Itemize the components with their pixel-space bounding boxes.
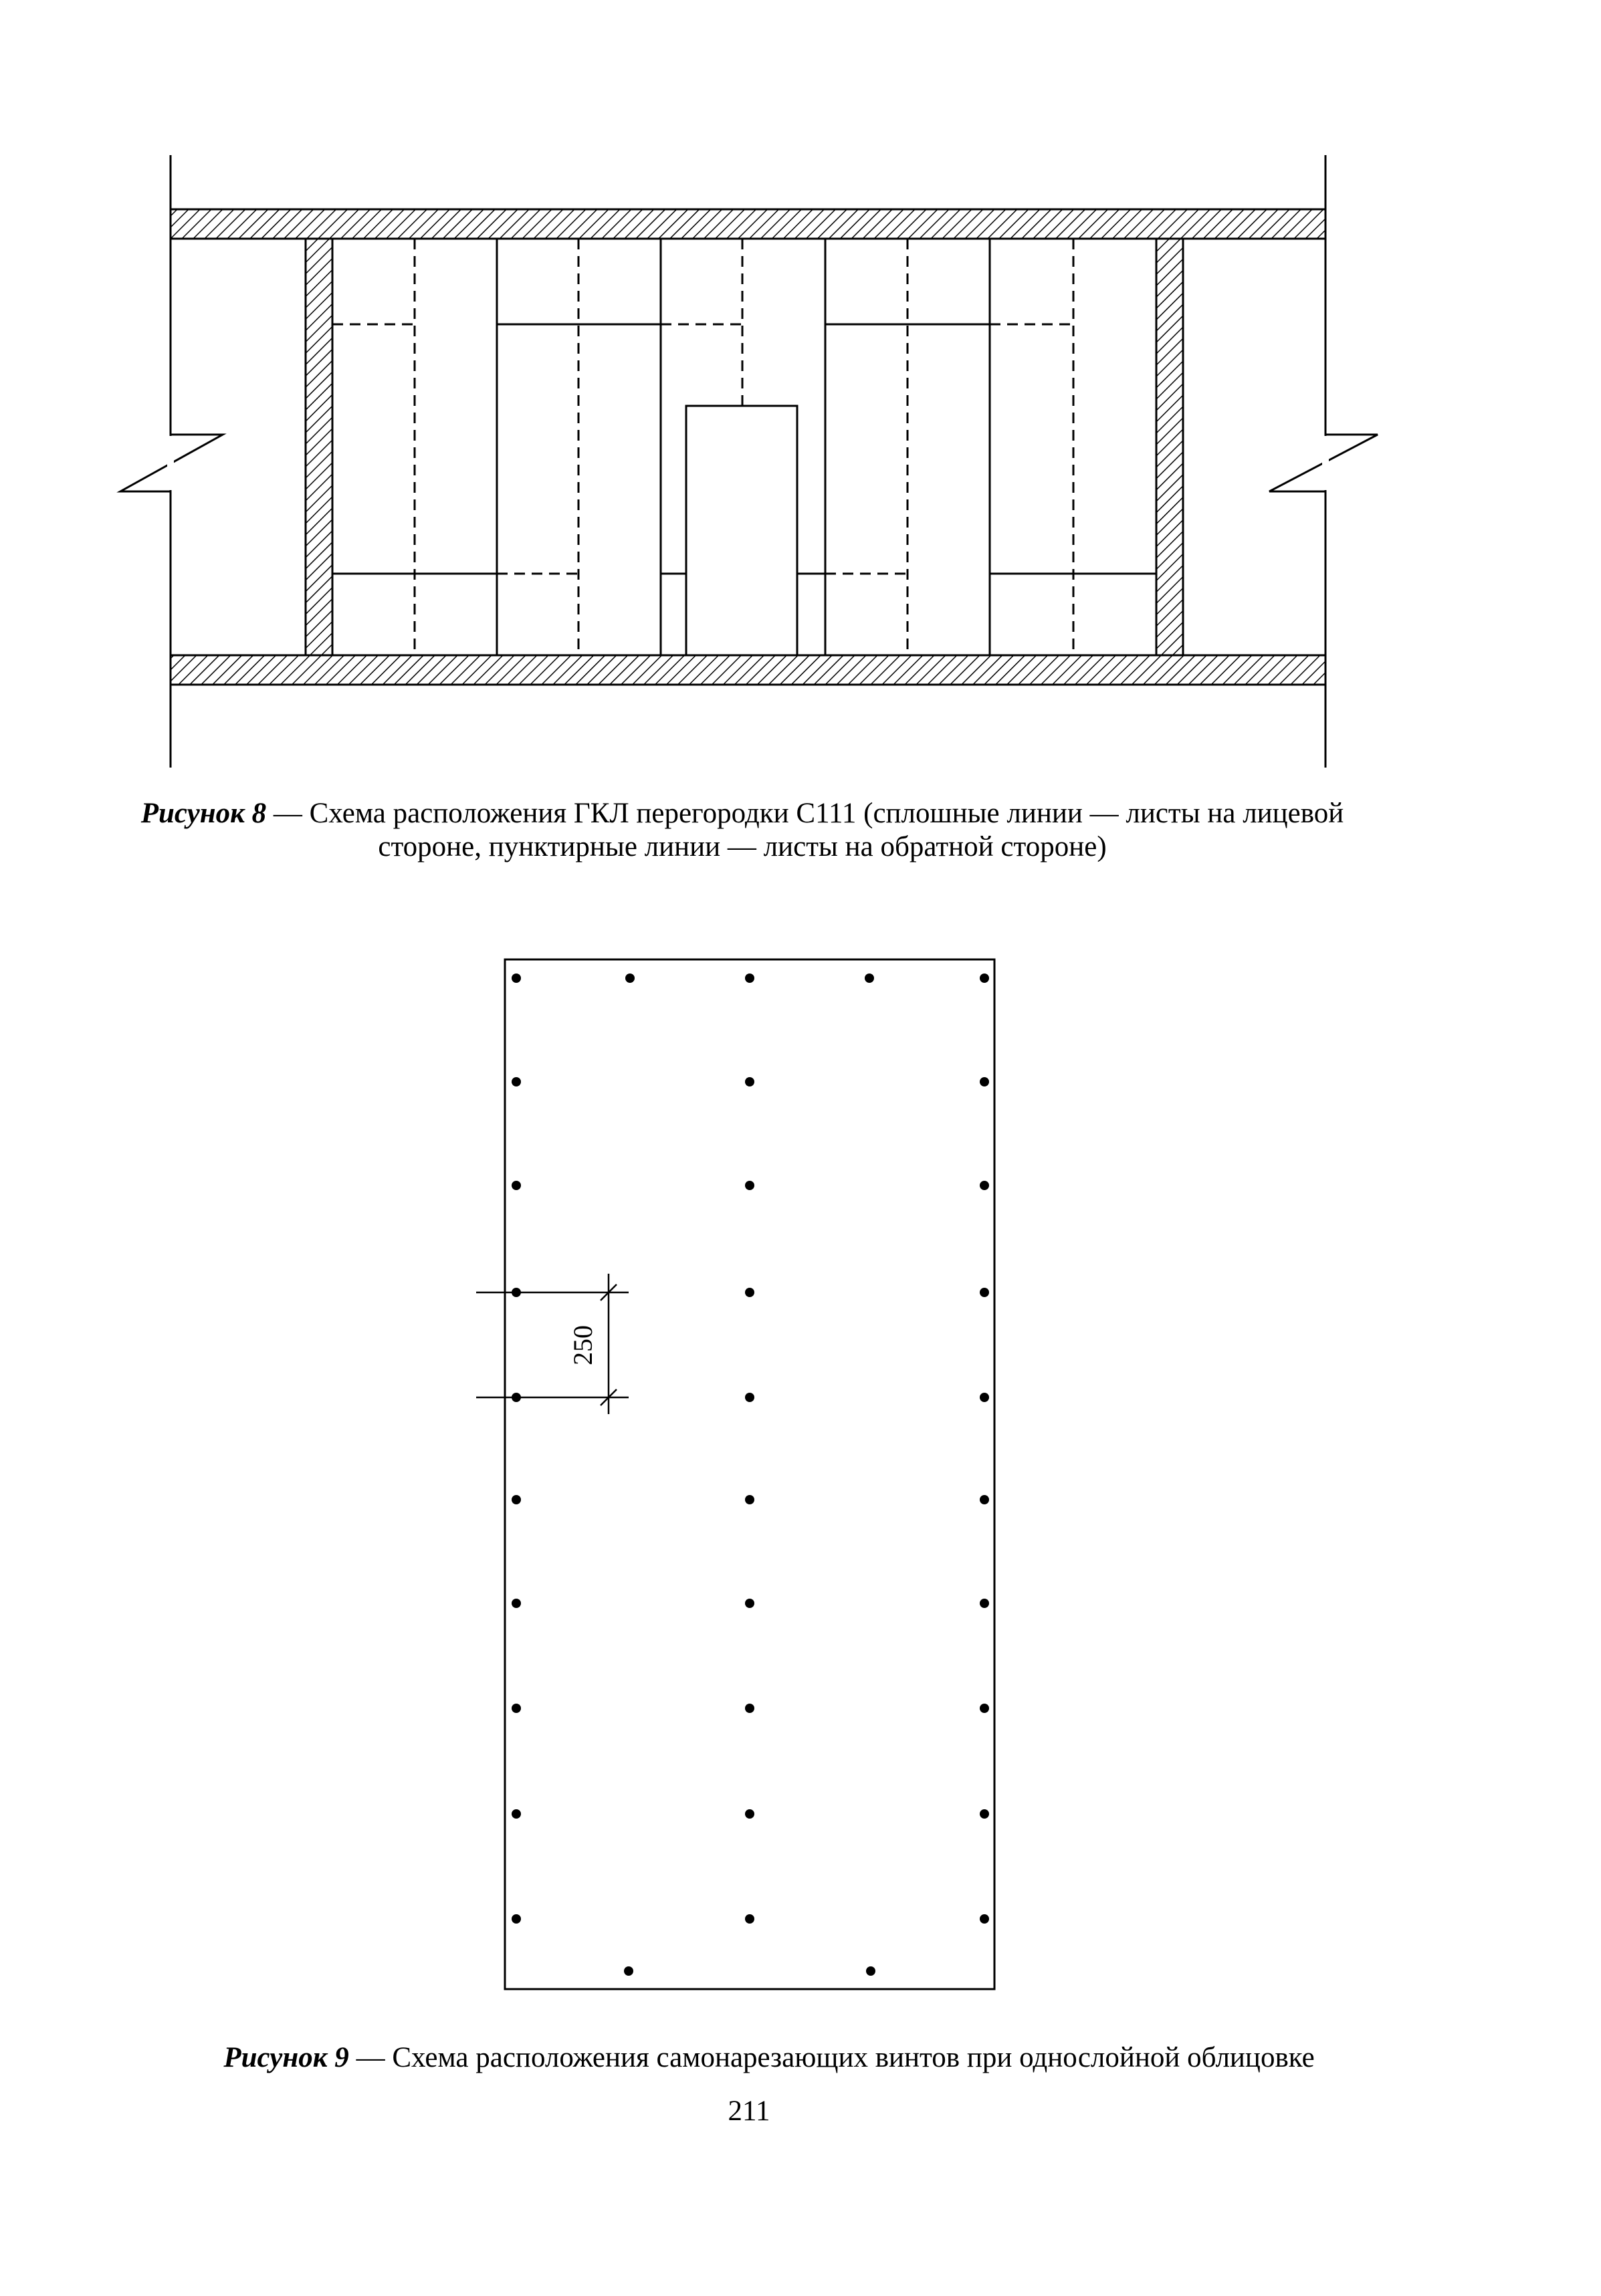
screw-point (865, 973, 874, 983)
screw-point (745, 1181, 754, 1190)
figure-9-caption (67, 2041, 1471, 2075)
screw-point (745, 1809, 754, 1819)
screw-point (980, 1809, 989, 1819)
bottom-slab (171, 655, 1325, 685)
top-slab (171, 209, 1325, 239)
screw-point (624, 1966, 633, 1976)
figure-8-caption (100, 797, 1384, 864)
screw-point (512, 1914, 521, 1924)
figure-8-partition-layout (120, 155, 1378, 768)
screw-point (512, 1077, 521, 1086)
screw-point (980, 1495, 989, 1504)
screw-point (512, 1288, 521, 1297)
page-number: 211 (728, 2095, 770, 2127)
screw-point (980, 973, 989, 983)
figure-8-caption-label: Рисунок 8 (140, 798, 267, 829)
figure-9-caption-text: — Схема расположения самонарезающих винтов при однослойной облицовке (348, 2042, 1315, 2073)
screw-point (625, 973, 635, 983)
screw-point (745, 1704, 754, 1713)
screw-point (745, 1495, 754, 1504)
screw-point (745, 1288, 754, 1297)
screw-point (512, 1181, 521, 1190)
screw-point (512, 1495, 521, 1504)
screw-point (980, 1704, 989, 1713)
screw-point (980, 1288, 989, 1297)
screw-point (745, 973, 754, 983)
screw-point (512, 1599, 521, 1608)
screw-point (745, 1393, 754, 1402)
screw-point (512, 1809, 521, 1819)
screw-point (512, 973, 521, 983)
right-wall (1156, 239, 1183, 655)
screw-point (980, 1077, 989, 1086)
screw-point (512, 1704, 521, 1713)
screw-point (980, 1914, 989, 1924)
door-opening (686, 406, 797, 655)
screw-point (745, 1914, 754, 1924)
screw-point (980, 1393, 989, 1402)
figure-9-caption-label: Рисунок 9 (223, 2042, 349, 2073)
figure-8-caption-text: — Схема расположения ГКЛ перегородки С111 (сплошные линии — листы на лицевой стороне, пунктирные линии — листы на обратной стороне) (266, 798, 1344, 863)
screw-points (512, 973, 989, 1976)
screw-point (512, 1393, 521, 1402)
dimension-label: 250 (568, 1325, 598, 1365)
figure-9-screw-layout (476, 959, 994, 1989)
dimension-250 (476, 1274, 629, 1414)
screw-point (980, 1599, 989, 1608)
screw-point (745, 1599, 754, 1608)
screw-point (866, 1966, 875, 1976)
left-wall (306, 239, 332, 655)
front-sheet-lines (332, 239, 1156, 655)
screw-point (980, 1181, 989, 1190)
screw-point (745, 1077, 754, 1086)
gypsum-sheet (505, 959, 994, 1989)
